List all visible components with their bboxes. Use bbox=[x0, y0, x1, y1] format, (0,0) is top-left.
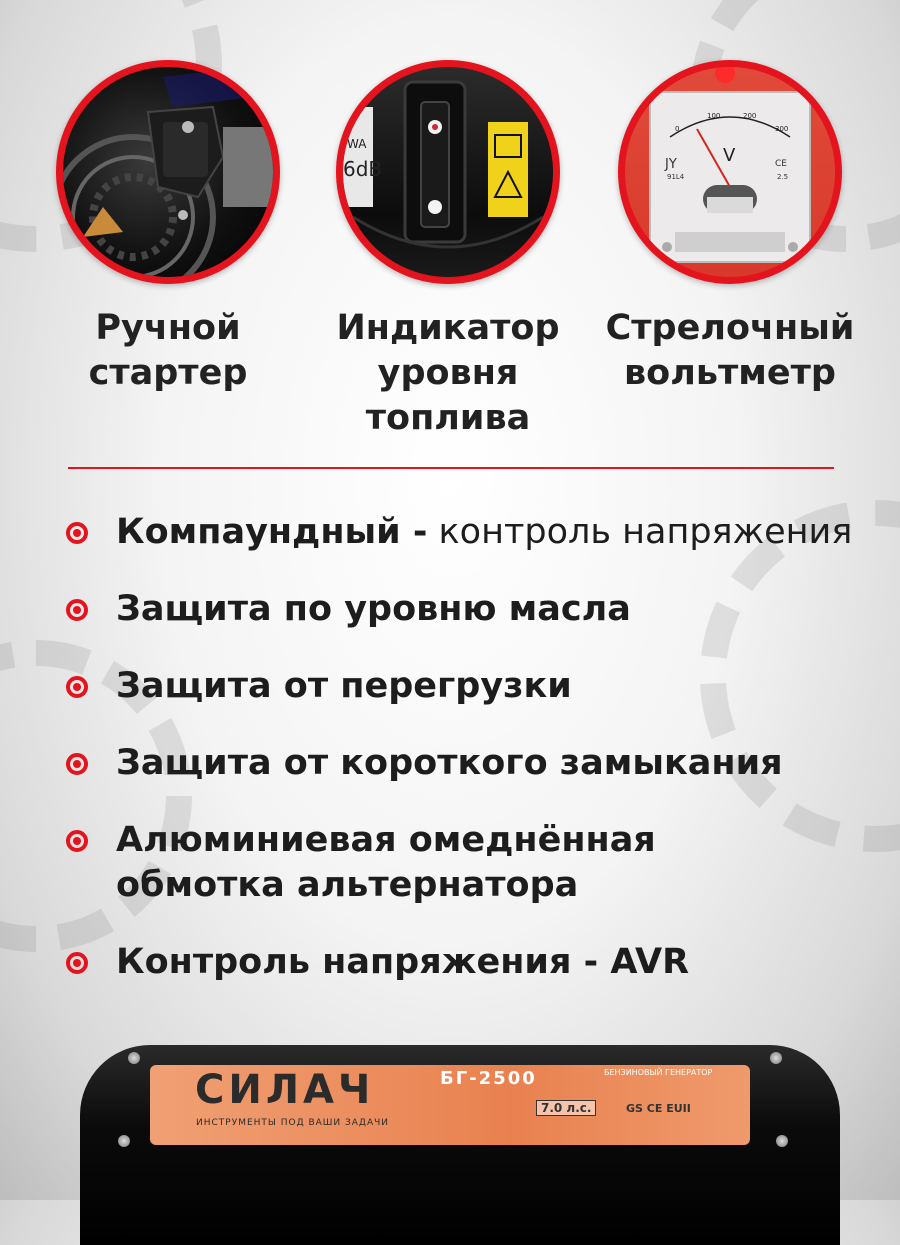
bullet-icon bbox=[66, 830, 88, 852]
label-line: Ручной bbox=[95, 308, 241, 348]
list-item-bold-text: Защита от перегрузки bbox=[116, 666, 572, 706]
fuel-indicator-photo bbox=[336, 60, 560, 284]
generator-power: 7.0 л.с. bbox=[536, 1100, 596, 1116]
list-item-bold-text: Защита от короткого замыкания bbox=[116, 743, 783, 783]
list-item-bold-text: Защита по уровню масла bbox=[116, 589, 631, 629]
bolt-icon bbox=[118, 1135, 130, 1147]
feature-label bbox=[600, 306, 860, 396]
bullet-icon bbox=[66, 676, 88, 698]
bullet-icon bbox=[66, 522, 88, 544]
label-line: Стрелочный bbox=[605, 308, 855, 348]
voltmeter-scale-200: 200 bbox=[743, 112, 757, 120]
feature-manual-starter bbox=[38, 60, 298, 396]
list-item bbox=[66, 818, 756, 908]
list-item bbox=[66, 741, 866, 786]
list-item bbox=[66, 510, 866, 555]
voltmeter-scale-300: 300 bbox=[775, 125, 789, 133]
list-item-bold-text: Компаундный - bbox=[116, 512, 428, 552]
bullet-icon bbox=[66, 952, 88, 974]
generator-type: БЕНЗИНОВЫЙ ГЕНЕРАТОР bbox=[604, 1068, 713, 1077]
list-item bbox=[66, 664, 866, 709]
fuel-wa-text: WA bbox=[347, 137, 367, 151]
feature-label bbox=[38, 306, 298, 396]
voltmeter-brand: JY bbox=[665, 157, 677, 172]
label-line: Индикатор bbox=[336, 308, 560, 348]
generator-brand: СИЛАЧ bbox=[195, 1067, 375, 1113]
bolt-icon bbox=[128, 1052, 140, 1064]
generator-certifications: GS CE EUII bbox=[626, 1102, 691, 1115]
feature-list bbox=[66, 510, 866, 1017]
bolt-icon bbox=[770, 1052, 782, 1064]
fuel-db-text: 6dB bbox=[343, 157, 383, 181]
voltmeter-class: 2.5 bbox=[777, 173, 789, 181]
bolt-icon bbox=[776, 1135, 788, 1147]
voltmeter-scale-0: 0 bbox=[675, 125, 680, 133]
list-item bbox=[66, 940, 866, 985]
label-line: уровня bbox=[377, 353, 519, 393]
feature-highlights bbox=[0, 0, 900, 460]
feature-fuel-indicator bbox=[318, 60, 578, 441]
label-line: стартер bbox=[88, 353, 248, 393]
section-divider bbox=[68, 467, 834, 469]
list-item bbox=[66, 587, 866, 632]
feature-label bbox=[318, 306, 578, 441]
list-item-bold-text: Контроль напряжения - AVR bbox=[116, 942, 690, 982]
label-line: вольтметр bbox=[624, 353, 836, 393]
feature-voltmeter bbox=[600, 60, 860, 396]
voltmeter-unit: V bbox=[723, 145, 736, 166]
generator-model: БГ-2500 bbox=[440, 1068, 537, 1089]
voltmeter-dial-icon bbox=[625, 67, 835, 277]
generator-slogan: ИНСТРУМЕНТЫ ПОД ВАШИ ЗАДАЧИ bbox=[196, 1118, 390, 1128]
voltmeter-scale-100: 100 bbox=[707, 112, 721, 120]
voltmeter-ce: CE bbox=[775, 159, 787, 169]
bullet-icon bbox=[66, 599, 88, 621]
list-item-light-text: контроль напряжения bbox=[427, 512, 853, 552]
starter-photo bbox=[56, 60, 280, 284]
voltmeter-model: 91L4 bbox=[667, 173, 685, 181]
starter-handle-icon bbox=[63, 67, 273, 277]
voltmeter-photo bbox=[618, 60, 842, 284]
list-item-bold-text: Алюминиевая омеднённая обмотка альтернатора bbox=[116, 820, 656, 905]
bullet-icon bbox=[66, 753, 88, 775]
label-line: топлива bbox=[365, 398, 531, 438]
